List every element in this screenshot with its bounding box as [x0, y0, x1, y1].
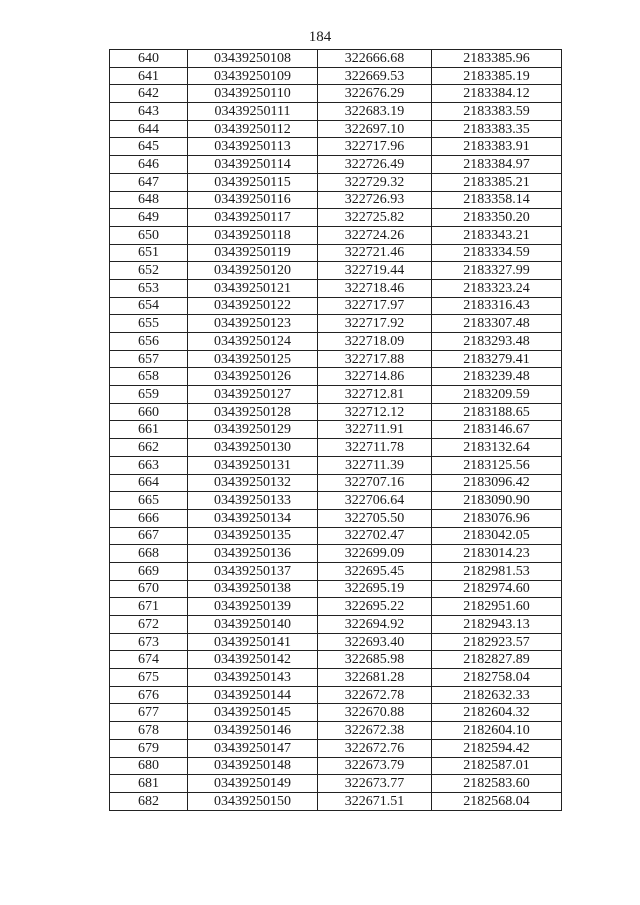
y-coordinate-cell: 2183384.97	[432, 156, 562, 174]
x-coordinate-cell: 322711.91	[318, 421, 432, 439]
y-coordinate-cell: 2182827.89	[432, 651, 562, 669]
row-index-cell: 662	[110, 439, 188, 457]
x-coordinate-cell: 322669.53	[318, 67, 432, 85]
cadastral-number-cell: 03439250124	[188, 333, 318, 351]
x-coordinate-cell: 322717.96	[318, 138, 432, 156]
y-coordinate-cell: 2182568.04	[432, 792, 562, 810]
x-coordinate-cell: 322712.12	[318, 403, 432, 421]
table-row	[110, 686, 562, 704]
cadastral-number-cell: 03439250123	[188, 315, 318, 333]
table-row	[110, 545, 562, 563]
y-coordinate-cell: 2183307.48	[432, 315, 562, 333]
y-coordinate-cell: 2183334.59	[432, 244, 562, 262]
row-index-cell: 641	[110, 67, 188, 85]
row-index-cell: 643	[110, 103, 188, 121]
cadastral-number-cell: 03439250120	[188, 262, 318, 280]
table-row	[110, 297, 562, 315]
x-coordinate-cell: 322681.28	[318, 669, 432, 687]
table-row	[110, 492, 562, 510]
x-coordinate-cell: 322707.16	[318, 474, 432, 492]
y-coordinate-cell: 2183279.41	[432, 350, 562, 368]
y-coordinate-cell: 2182758.04	[432, 669, 562, 687]
cadastral-number-cell: 03439250138	[188, 580, 318, 598]
y-coordinate-cell: 2183090.90	[432, 492, 562, 510]
table-row	[110, 350, 562, 368]
table-row	[110, 120, 562, 138]
y-coordinate-cell: 2182587.01	[432, 757, 562, 775]
table-row	[110, 173, 562, 191]
x-coordinate-cell: 322683.19	[318, 103, 432, 121]
y-coordinate-cell: 2182604.32	[432, 704, 562, 722]
table-row	[110, 598, 562, 616]
y-coordinate-cell: 2183385.19	[432, 67, 562, 85]
row-index-cell: 666	[110, 509, 188, 527]
cadastral-number-cell: 03439250148	[188, 757, 318, 775]
cadastral-number-cell: 03439250132	[188, 474, 318, 492]
row-index-cell: 642	[110, 85, 188, 103]
table-row	[110, 722, 562, 740]
table-row	[110, 279, 562, 297]
cadastral-number-cell: 03439250121	[188, 279, 318, 297]
row-index-cell: 640	[110, 50, 188, 68]
x-coordinate-cell: 322676.29	[318, 85, 432, 103]
row-index-cell: 656	[110, 333, 188, 351]
x-coordinate-cell: 322719.44	[318, 262, 432, 280]
x-coordinate-cell: 322671.51	[318, 792, 432, 810]
y-coordinate-cell: 2183293.48	[432, 333, 562, 351]
table-row	[110, 509, 562, 527]
y-coordinate-cell: 2182594.42	[432, 739, 562, 757]
y-coordinate-cell: 2182632.33	[432, 686, 562, 704]
row-index-cell: 667	[110, 527, 188, 545]
row-index-cell: 651	[110, 244, 188, 262]
x-coordinate-cell: 322724.26	[318, 226, 432, 244]
table-row	[110, 757, 562, 775]
y-coordinate-cell: 2183132.64	[432, 439, 562, 457]
y-coordinate-cell: 2183383.35	[432, 120, 562, 138]
x-coordinate-cell: 322717.92	[318, 315, 432, 333]
x-coordinate-cell: 322702.47	[318, 527, 432, 545]
table-row	[110, 792, 562, 810]
row-index-cell: 679	[110, 739, 188, 757]
cadastral-number-cell: 03439250116	[188, 191, 318, 209]
row-index-cell: 677	[110, 704, 188, 722]
y-coordinate-cell: 2182604.10	[432, 722, 562, 740]
row-index-cell: 681	[110, 775, 188, 793]
y-coordinate-cell: 2183385.21	[432, 173, 562, 191]
row-index-cell: 672	[110, 616, 188, 634]
x-coordinate-cell: 322714.86	[318, 368, 432, 386]
table-row	[110, 333, 562, 351]
x-coordinate-cell: 322672.38	[318, 722, 432, 740]
x-coordinate-cell: 322694.92	[318, 616, 432, 634]
y-coordinate-cell: 2182943.13	[432, 616, 562, 634]
table-row	[110, 368, 562, 386]
row-index-cell: 678	[110, 722, 188, 740]
x-coordinate-cell: 322666.68	[318, 50, 432, 68]
y-coordinate-cell: 2183125.56	[432, 456, 562, 474]
row-index-cell: 645	[110, 138, 188, 156]
row-index-cell: 649	[110, 209, 188, 227]
table-row	[110, 456, 562, 474]
cadastral-number-cell: 03439250134	[188, 509, 318, 527]
table-row	[110, 156, 562, 174]
table-row	[110, 580, 562, 598]
cadastral-number-cell: 03439250119	[188, 244, 318, 262]
row-index-cell: 647	[110, 173, 188, 191]
x-coordinate-cell: 322695.19	[318, 580, 432, 598]
table-row	[110, 138, 562, 156]
row-index-cell: 650	[110, 226, 188, 244]
cadastral-number-cell: 03439250143	[188, 669, 318, 687]
y-coordinate-cell: 2183383.91	[432, 138, 562, 156]
x-coordinate-cell: 322718.46	[318, 279, 432, 297]
x-coordinate-cell: 322705.50	[318, 509, 432, 527]
cadastral-number-cell: 03439250146	[188, 722, 318, 740]
x-coordinate-cell: 322697.10	[318, 120, 432, 138]
y-coordinate-cell: 2183096.42	[432, 474, 562, 492]
table-row	[110, 421, 562, 439]
y-coordinate-cell: 2182981.53	[432, 562, 562, 580]
table-row	[110, 403, 562, 421]
cadastral-number-cell: 03439250110	[188, 85, 318, 103]
x-coordinate-cell: 322725.82	[318, 209, 432, 227]
y-coordinate-cell: 2183239.48	[432, 368, 562, 386]
table-row	[110, 739, 562, 757]
y-coordinate-cell: 2182951.60	[432, 598, 562, 616]
cadastral-number-cell: 03439250125	[188, 350, 318, 368]
table-row	[110, 386, 562, 404]
x-coordinate-cell: 322670.88	[318, 704, 432, 722]
row-index-cell: 661	[110, 421, 188, 439]
table-row	[110, 633, 562, 651]
y-coordinate-cell: 2183316.43	[432, 297, 562, 315]
y-coordinate-cell: 2183327.99	[432, 262, 562, 280]
row-index-cell: 680	[110, 757, 188, 775]
table-row	[110, 616, 562, 634]
x-coordinate-cell: 322726.93	[318, 191, 432, 209]
row-index-cell: 665	[110, 492, 188, 510]
cadastral-number-cell: 03439250128	[188, 403, 318, 421]
row-index-cell: 655	[110, 315, 188, 333]
row-index-cell: 676	[110, 686, 188, 704]
table-row	[110, 191, 562, 209]
cadastral-number-cell: 03439250117	[188, 209, 318, 227]
cadastral-number-cell: 03439250122	[188, 297, 318, 315]
row-index-cell: 674	[110, 651, 188, 669]
table-row	[110, 474, 562, 492]
table-row	[110, 527, 562, 545]
cadastral-number-cell: 03439250150	[188, 792, 318, 810]
cadastral-number-cell: 03439250114	[188, 156, 318, 174]
y-coordinate-cell: 2183358.14	[432, 191, 562, 209]
cadastral-number-cell: 03439250126	[188, 368, 318, 386]
table-row	[110, 651, 562, 669]
x-coordinate-cell: 322695.22	[318, 598, 432, 616]
table-row	[110, 50, 562, 68]
cadastral-number-cell: 03439250129	[188, 421, 318, 439]
table-row	[110, 85, 562, 103]
y-coordinate-cell: 2183343.21	[432, 226, 562, 244]
table-row	[110, 262, 562, 280]
row-index-cell: 669	[110, 562, 188, 580]
cadastral-number-cell: 03439250137	[188, 562, 318, 580]
cadastral-number-cell: 03439250111	[188, 103, 318, 121]
row-index-cell: 648	[110, 191, 188, 209]
cadastral-number-cell: 03439250135	[188, 527, 318, 545]
cadastral-number-cell: 03439250113	[188, 138, 318, 156]
y-coordinate-cell: 2183146.67	[432, 421, 562, 439]
table-row	[110, 67, 562, 85]
row-index-cell: 646	[110, 156, 188, 174]
row-index-cell: 664	[110, 474, 188, 492]
row-index-cell: 670	[110, 580, 188, 598]
coordinates-table	[109, 49, 562, 811]
cadastral-number-cell: 03439250140	[188, 616, 318, 634]
table-body	[110, 50, 562, 811]
page-number: 184	[308, 29, 332, 45]
x-coordinate-cell: 322693.40	[318, 633, 432, 651]
x-coordinate-cell: 322717.97	[318, 297, 432, 315]
table-row	[110, 439, 562, 457]
row-index-cell: 668	[110, 545, 188, 563]
table-row	[110, 704, 562, 722]
cadastral-number-cell: 03439250127	[188, 386, 318, 404]
row-index-cell: 682	[110, 792, 188, 810]
cadastral-number-cell: 03439250147	[188, 739, 318, 757]
y-coordinate-cell: 2183383.59	[432, 103, 562, 121]
cadastral-number-cell: 03439250118	[188, 226, 318, 244]
row-index-cell: 653	[110, 279, 188, 297]
cadastral-number-cell: 03439250108	[188, 50, 318, 68]
row-index-cell: 657	[110, 350, 188, 368]
x-coordinate-cell: 322695.45	[318, 562, 432, 580]
y-coordinate-cell: 2183188.65	[432, 403, 562, 421]
row-index-cell: 659	[110, 386, 188, 404]
row-index-cell: 663	[110, 456, 188, 474]
x-coordinate-cell: 322712.81	[318, 386, 432, 404]
cadastral-number-cell: 03439250139	[188, 598, 318, 616]
table-row	[110, 103, 562, 121]
x-coordinate-cell: 322721.46	[318, 244, 432, 262]
row-index-cell: 658	[110, 368, 188, 386]
y-coordinate-cell: 2183350.20	[432, 209, 562, 227]
x-coordinate-cell: 322685.98	[318, 651, 432, 669]
row-index-cell: 671	[110, 598, 188, 616]
x-coordinate-cell: 322718.09	[318, 333, 432, 351]
x-coordinate-cell: 322673.79	[318, 757, 432, 775]
y-coordinate-cell: 2183209.59	[432, 386, 562, 404]
cadastral-number-cell: 03439250133	[188, 492, 318, 510]
cadastral-number-cell: 03439250109	[188, 67, 318, 85]
y-coordinate-cell: 2183384.12	[432, 85, 562, 103]
table-row	[110, 244, 562, 262]
x-coordinate-cell: 322672.78	[318, 686, 432, 704]
x-coordinate-cell: 322673.77	[318, 775, 432, 793]
x-coordinate-cell: 322729.32	[318, 173, 432, 191]
row-index-cell: 654	[110, 297, 188, 315]
table-row	[110, 226, 562, 244]
cadastral-number-cell: 03439250112	[188, 120, 318, 138]
x-coordinate-cell: 322711.78	[318, 439, 432, 457]
cadastral-number-cell: 03439250145	[188, 704, 318, 722]
table-row	[110, 669, 562, 687]
x-coordinate-cell: 322699.09	[318, 545, 432, 563]
x-coordinate-cell: 322717.88	[318, 350, 432, 368]
cadastral-number-cell: 03439250149	[188, 775, 318, 793]
x-coordinate-cell: 322711.39	[318, 456, 432, 474]
row-index-cell: 652	[110, 262, 188, 280]
x-coordinate-cell: 322726.49	[318, 156, 432, 174]
table-row	[110, 315, 562, 333]
cadastral-number-cell: 03439250115	[188, 173, 318, 191]
cadastral-number-cell: 03439250141	[188, 633, 318, 651]
y-coordinate-cell: 2183385.96	[432, 50, 562, 68]
row-index-cell: 644	[110, 120, 188, 138]
row-index-cell: 673	[110, 633, 188, 651]
y-coordinate-cell: 2183323.24	[432, 279, 562, 297]
cadastral-number-cell: 03439250142	[188, 651, 318, 669]
y-coordinate-cell: 2182974.60	[432, 580, 562, 598]
y-coordinate-cell: 2182923.57	[432, 633, 562, 651]
y-coordinate-cell: 2183014.23	[432, 545, 562, 563]
table-row	[110, 209, 562, 227]
table-row	[110, 562, 562, 580]
cadastral-number-cell: 03439250130	[188, 439, 318, 457]
y-coordinate-cell: 2182583.60	[432, 775, 562, 793]
table-row	[110, 775, 562, 793]
x-coordinate-cell: 322706.64	[318, 492, 432, 510]
row-index-cell: 675	[110, 669, 188, 687]
row-index-cell: 660	[110, 403, 188, 421]
y-coordinate-cell: 2183076.96	[432, 509, 562, 527]
x-coordinate-cell: 322672.76	[318, 739, 432, 757]
y-coordinate-cell: 2183042.05	[432, 527, 562, 545]
cadastral-number-cell: 03439250131	[188, 456, 318, 474]
cadastral-number-cell: 03439250136	[188, 545, 318, 563]
cadastral-number-cell: 03439250144	[188, 686, 318, 704]
